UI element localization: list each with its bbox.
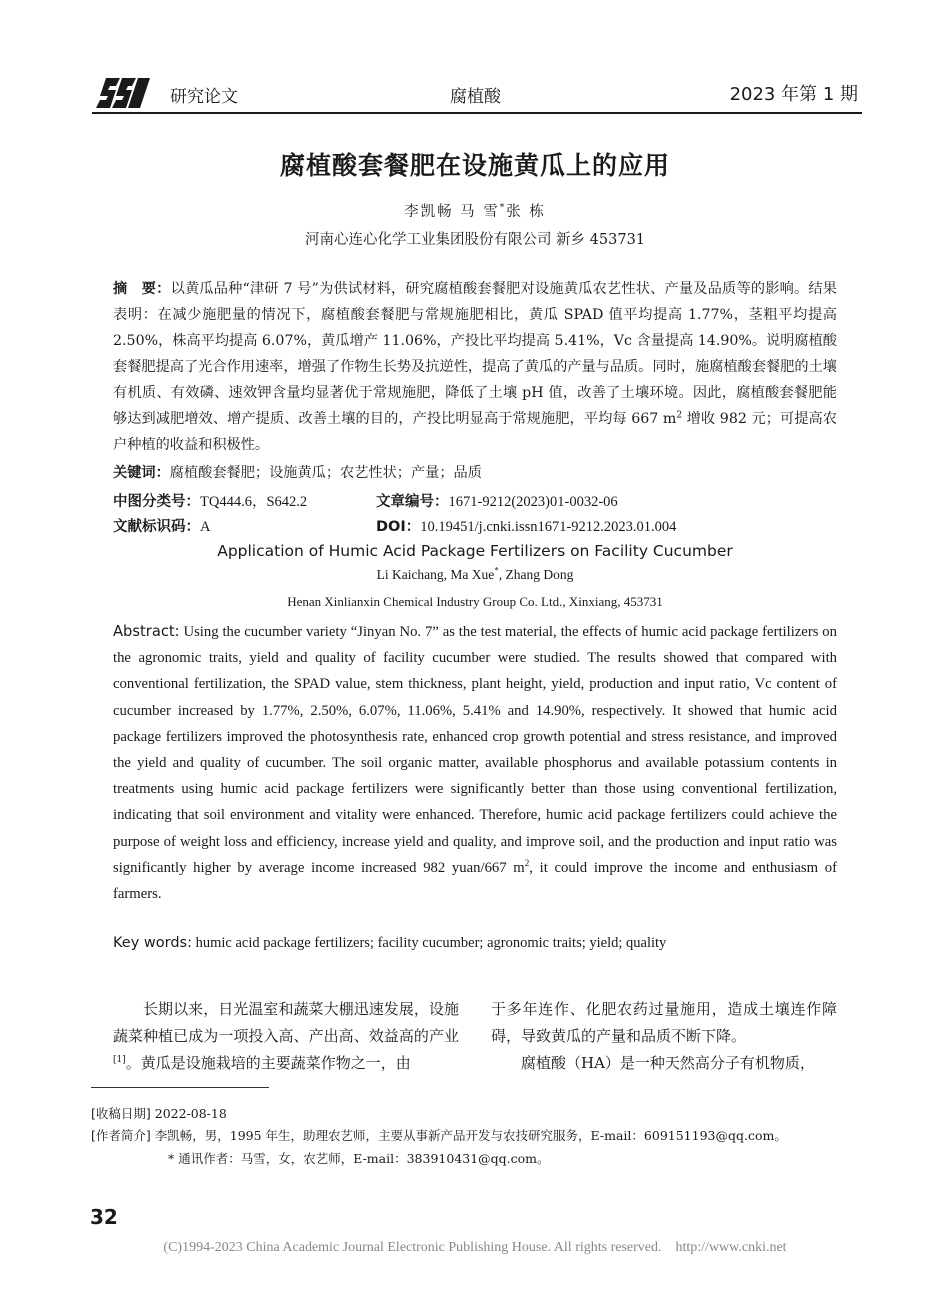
artno-value: 1671-9212(2023)01-0032-06: [448, 494, 618, 510]
keywords-cn-label: 关键词：: [113, 465, 170, 481]
english-corresponding-mark: *: [494, 565, 499, 576]
document-code: [113, 515, 210, 536]
author-info: 李凯畅，男，1995 年生，助理农艺师，主要从事新产品开发与农技研究服务，E-mail：609151193@qq.com。: [150, 1128, 787, 1143]
english-authors-tail: , Zhang Dong: [498, 567, 574, 582]
citation-ref: [1]: [113, 1055, 126, 1065]
received-label: [收稿日期]: [91, 1106, 151, 1121]
doccode-label: 文献标识码：: [113, 519, 200, 535]
abstract-cn-label: 摘 要：: [113, 281, 171, 297]
abstract-cn: [113, 276, 837, 458]
doi: [376, 515, 676, 536]
abstract-en: [113, 619, 837, 907]
body-paragraph-continued: 于多年连作、化肥农药过量施用，造成土壤连作障碍，导致黄瓜的产量和品质不断下降。: [491, 1000, 837, 1045]
author-info-label: [作者简介]: [91, 1128, 151, 1143]
english-authors-main: Li Kaichang, Ma Xue: [376, 567, 495, 582]
english-affiliation: Henan Xinlianxin Chemical Industry Group Co. Ltd., Xinxiang, 453731: [287, 594, 663, 609]
page-number: 32: [90, 1205, 118, 1229]
article-number: [376, 490, 618, 511]
body-text-tail: 。黄瓜是设施栽培的主要蔬菜作物之一，由: [125, 1054, 411, 1072]
footnote-rule: [91, 1087, 269, 1088]
clc-value: TQ444.6，S642.2: [200, 494, 308, 510]
body-column-right: [491, 996, 837, 1077]
doi-label: DOI：: [376, 519, 421, 535]
header-section: 研究论文: [170, 87, 238, 107]
paper-title: 腐植酸套餐肥在设施黄瓜上的应用: [279, 151, 670, 180]
english-authors: [0, 567, 950, 583]
footnote-corresponding: * 通讯作者：马雪，女，农艺师，E-mail：383910431@qq.com。: [168, 1151, 550, 1166]
doi-value: 10.19451/j.cnki.issn1671-9212.2023.01.004: [420, 519, 677, 535]
journal-logo: [96, 76, 150, 110]
abstract-cn-tail: 增收 982 元；可提高农户种植的收益和积极性。: [113, 411, 837, 453]
header-rule: [92, 112, 862, 114]
keywords-cn-text: 腐植酸套餐肥；设施黄瓜；农艺性状；产量；品质: [169, 465, 482, 481]
abstract-cn-sup: 2: [676, 410, 683, 421]
authors-tail: 张 栋: [506, 204, 546, 220]
authors-cn: [0, 200, 950, 221]
body-paragraph: [113, 996, 459, 1077]
corresponding-mark: *: [499, 203, 507, 214]
doccode-value: A: [200, 519, 211, 535]
keywords-en-label: Key words:: [113, 935, 192, 951]
clc-number: [113, 490, 307, 511]
received-date: 2022-08-18: [150, 1106, 227, 1121]
abstract-en-text: Using the cucumber variety “Jinyan No. 7” as the test material, the effects of humic acid package fertilizers on the agronomic traits, yield and quality of facility cucumber were studied. The results showed that compared with conventional fertilization, the SPAD value, stem thickness, plant height, yield, production and input ratio, Vc content of cucumber increased by 1.77%, 2.50%, 6.07%, 11.06%, 5.41% and 14.90%, respectively. It showed that humic acid package fertilizers improved the photosynthesis rate, enhanced crop growth potential and stress resistance, and improved the yield and quality of cucumber. The soil organic matter, available phosphorus and available potassium contents in treatments using humic acid package fertilizers were significantly better than those using conventional fertilization, indicating that soil environment and vitality were enhanced. Therefore, humic acid package fertilizers could achieve the purpose of weight loss and efficiency, increase yield and quality, and improve soil, and the production and input ratio was significantly higher by average income increased 982 yuan/667 m: [113, 624, 837, 876]
copyright-watermark: (C)1994-2023 China Academic Journal Electronic Publishing House. All rights reserved. http://www.cnki.net: [163, 1240, 787, 1255]
footnote-author: [91, 1126, 787, 1144]
clc-label: 中图分类号：: [113, 494, 200, 510]
abstract-en-sup: 2: [524, 857, 530, 868]
artno-label: 文章编号：: [376, 494, 449, 510]
body-paragraph: 腐植酸（HA）是一种天然高分子有机物质，: [521, 1054, 815, 1072]
header-journal: 腐植酸: [450, 87, 501, 107]
keywords-en: [113, 935, 853, 952]
keywords-cn: [113, 460, 837, 486]
header-issue: 2023 年第 1 期: [729, 84, 858, 105]
authors-main: 李凯畅 马 雪: [404, 204, 500, 220]
abstract-en-label: Abstract:: [113, 623, 180, 640]
body-text: 长期以来，日光温室和蔬菜大棚迅速发展，设施蔬菜种植已成为一项投入高、产出高、效益高的产业: [113, 1000, 459, 1045]
keywords-en-text: humic acid package fertilizers; facility cucumber; agronomic traits; yield; quality: [191, 935, 667, 951]
abstract-en-tail: , it could improve the income and enthusiasm of farmers.: [113, 859, 837, 903]
english-title: Application of Humic Acid Package Fertilizers on Facility Cucumber: [217, 542, 733, 560]
affiliation-cn: 河南心连心化学工业集团股份有限公司 新乡 453731: [304, 232, 646, 248]
footnote-received: [91, 1104, 227, 1122]
abstract-cn-text: 以黄瓜品种“津研 7 号”为供试材料，研究腐植酸套餐肥对设施黄瓜农艺性状、产量及品质等的影响。结果表明：在减少施肥量的情况下，腐植酸套餐肥与常规施肥相比，黄瓜 SPAD 值平均提高 1.77%，茎粗平均提高 2.50%，株高平均提高 6.07%，黄瓜增产 11.06%，产投比平均提高 5.41%，Vc 含量提高 14.90%。说明腐植酸套餐肥提高了光合作用速率，增强了作物生长势及抗逆性，提高了黄瓜的产量与品质。同时，施腐植酸套餐肥的土壤有机质、有效磷、速效钾含量均显著优于常规施肥，降低了土壤 pH 值，改善了土壤环境。因此，腐植酸套餐肥能够达到减肥增效、增产提质、改善土壤的目的，产投比明显高于常规施肥，平均每 667 m: [113, 281, 837, 427]
body-column-left: [113, 996, 459, 1077]
